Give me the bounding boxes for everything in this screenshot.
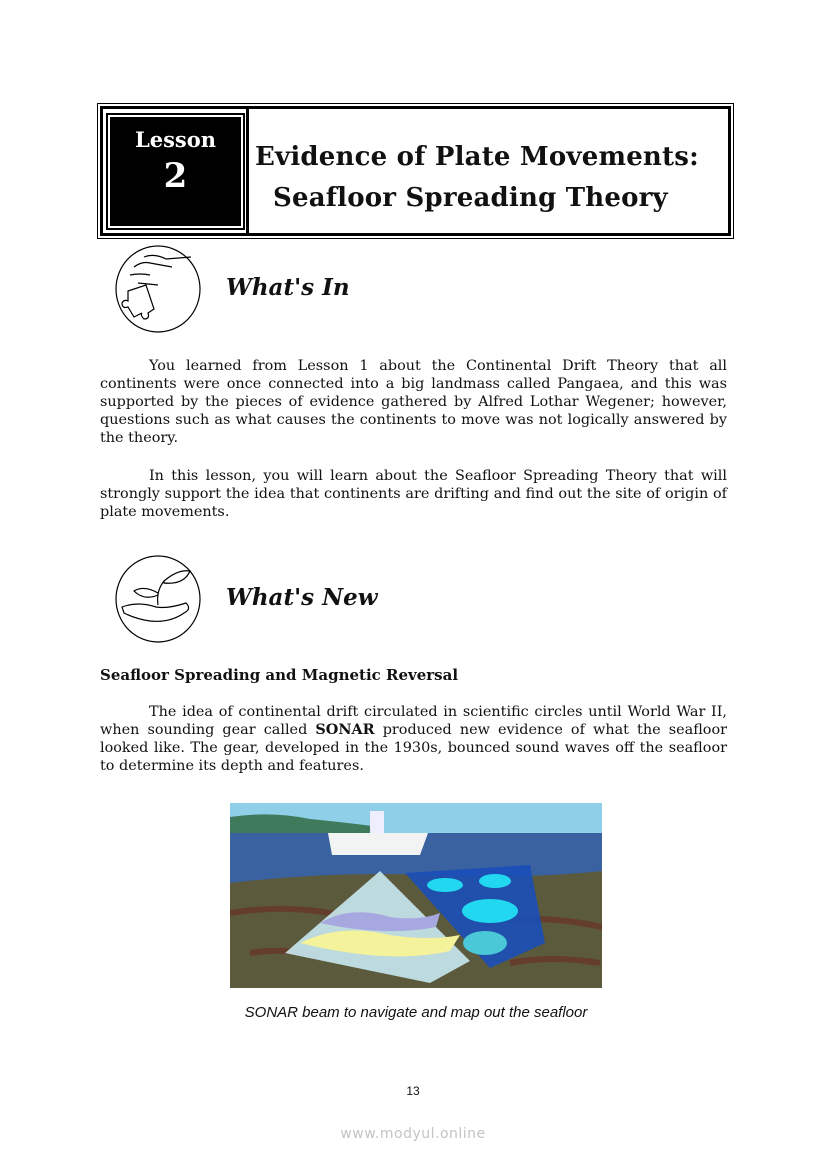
lesson-badge: [108, 115, 243, 228]
page-number: 13: [406, 1084, 420, 1098]
paragraph-text: In this lesson, you will learn about the Seafloor Spreading Theory that will strongly support the idea that continents are drifting and find out the site of origin of plate movements.: [100, 468, 727, 520]
paragraph-text: You learned from Lesson 1 about the Continental Drift Theory that all continents were once connected into a big landmass called Pangaea, and this was supported by the pieces of evidence gathered by Alfred Lothar Wegener; however, questions such as what causes the continents to move was not logically answered by the theory.: [100, 358, 727, 446]
watermark: www.modyul.online: [340, 1126, 486, 1142]
section-subheading: Seafloor Spreading and Magnetic Reversal: [100, 666, 459, 684]
lesson-number: 2: [163, 156, 188, 196]
hands-plant-icon: [114, 555, 202, 643]
whats-in-paragraph-1: [100, 357, 727, 447]
hand-puzzle-icon: [114, 245, 202, 333]
lesson-label: Lesson: [134, 127, 217, 152]
lesson-title-line1: Evidence of Plate Movements:: [255, 142, 699, 172]
figure-caption: SONAR beam to navigate and map out the seafloor: [244, 1004, 588, 1021]
paragraph-text: [100, 703, 727, 775]
whats-new-heading: What's New: [226, 584, 378, 611]
lesson-title-line2: Seafloor Spreading Theory: [273, 183, 668, 213]
sonar-term: SONAR: [315, 721, 375, 738]
lesson-header: [100, 106, 731, 236]
sonar-seafloor-image: [230, 803, 602, 988]
whats-in-heading: What's In: [226, 274, 350, 301]
whats-new-paragraph: [100, 703, 727, 775]
whats-in-paragraph-2: [100, 467, 727, 521]
paragraph-text-start: The idea of continental drift circulated in scientific circles until World War II, when sounding gear called: [100, 704, 727, 738]
header-divider: [246, 109, 249, 233]
paragraph-text-end: produced new evidence of what the seafloor looked like. The gear, developed in the 1930s, bounced sound waves off the seafloor to determine its depth and features.: [100, 722, 727, 774]
